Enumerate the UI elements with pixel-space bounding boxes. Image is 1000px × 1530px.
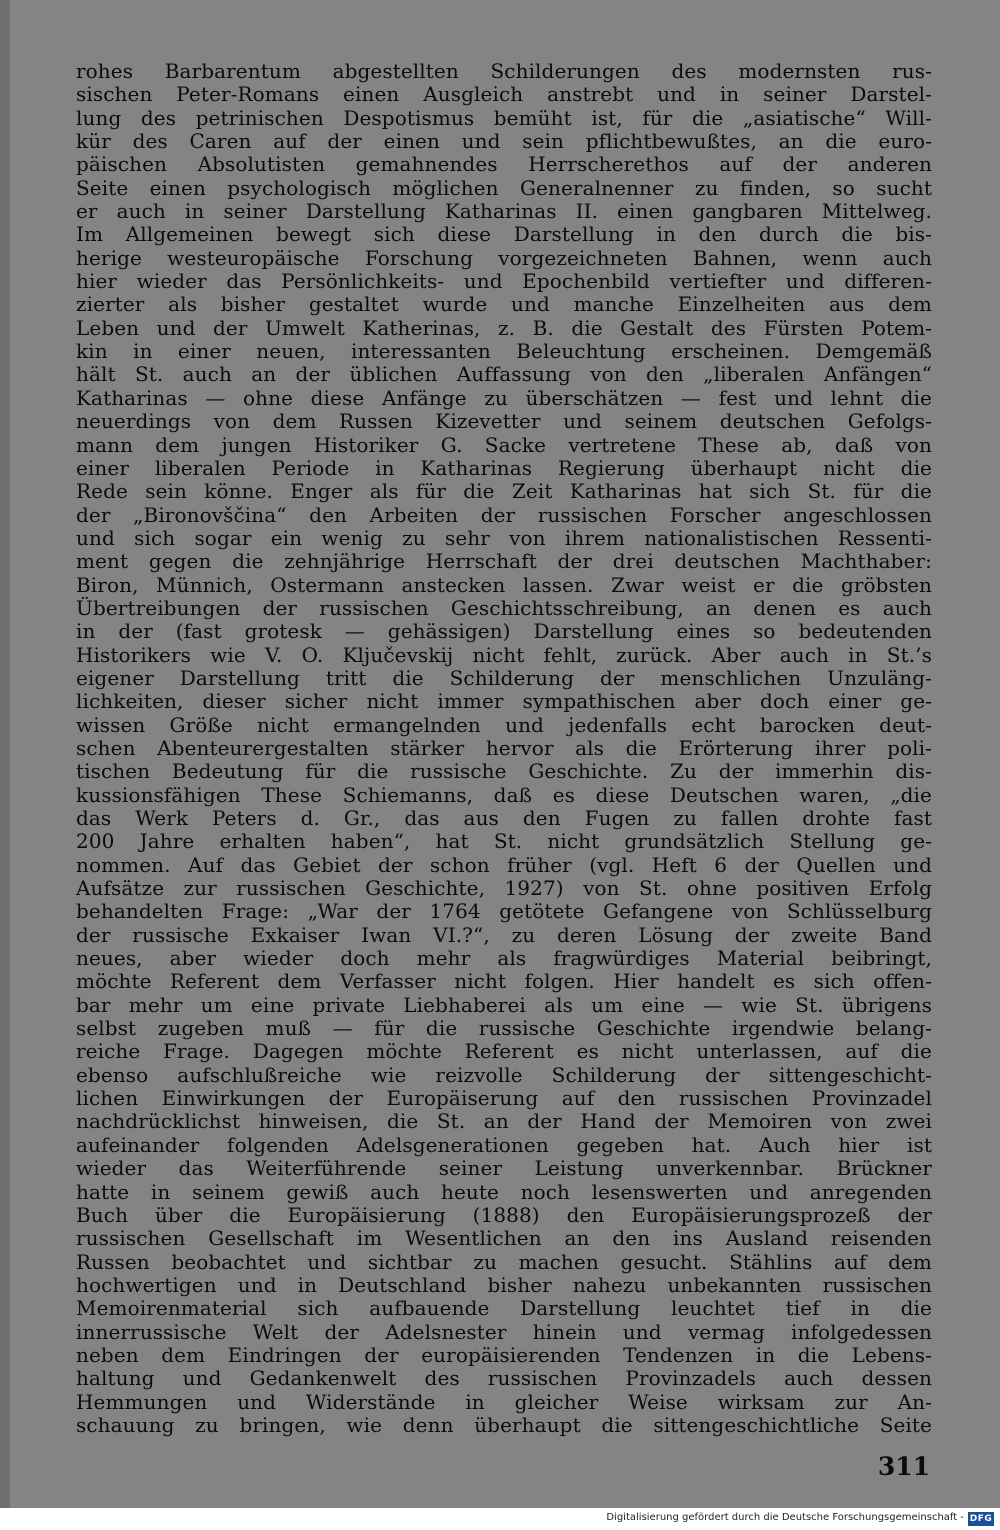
text-line: kin in einer neuen, interessanten Beleuchtung erscheinen. Demgemäß <box>76 339 932 364</box>
text-line: neues, aber wieder doch mehr als fragwürdiges Material beibringt, <box>76 946 932 971</box>
text-line: der „Bironovščina“ den Arbeiten der russischen Forscher angeschlossen <box>76 502 932 527</box>
text-line: sischen Peter-Romans einen Ausgleich anstrebt und in seiner Darstel- <box>76 82 932 107</box>
text-line: er auch in seiner Darstellung Katharinas II. einen gangbaren Mittelweg. <box>76 199 932 224</box>
text-line: innerrussische Welt der Adelsnester hinein und vermag infolgedessen <box>76 1319 932 1344</box>
text-line: rohes Barbarentum abgestellten Schilderungen des modernsten rus- <box>76 59 932 83</box>
scan-edge-shadow <box>0 0 10 1508</box>
text-line: und sich sogar ein wenig zu sehr von ihrem nationalistischen Ressenti- <box>76 525 932 550</box>
text-line: kür des Caren auf der einen und sein pflichtbewußtes, an die euro- <box>76 129 932 154</box>
text-line: lung des petrinischen Despotismus bemüht ist, für die „asiatische“ Will- <box>76 105 932 130</box>
text-line: Aufsätze zur russischen Geschichte, 1927) von St. ohne positiven Erfolg <box>76 876 932 901</box>
text-line: Rede sein könne. Enger als für die Zeit Katharinas hat sich St. für die <box>76 479 932 504</box>
text-line: haltung und Gedankenwelt des russischen Provinzadels auch dessen <box>76 1366 932 1391</box>
body-text <box>76 60 932 1437</box>
text-line: hochwertigen und in Deutschland bisher nahezu unbekannten russischen <box>76 1272 932 1297</box>
text-line: nachdrücklichst hinweisen, die St. an der Hand der Memoiren von zwei <box>76 1109 932 1134</box>
text-line: schauung zu bringen, wie denn überhaupt die sittengeschichtliche Seite <box>76 1412 932 1437</box>
text-line: zierter als bisher gestaltet wurde und manche Einzelheiten aus dem <box>76 292 932 317</box>
text-line: hatte in seinem gewiß auch heute noch lesenswerten und anregenden <box>76 1179 932 1204</box>
text-line: Im Allgemeinen bewegt sich diese Darstellung in den durch die bis- <box>76 222 932 247</box>
text-line: neuerdings von dem Russen Kizevetter und seinem deutschen Gefolgs- <box>76 409 932 434</box>
text-line: möchte Referent dem Verfasser nicht folgen. Hier handelt es sich offen- <box>76 969 932 994</box>
text-line: aufeinander folgenden Adelsgenerationen gegeben hat. Auch hier ist <box>76 1132 932 1157</box>
text-line: behandelten Frage: „War der 1764 getötete Gefangene von Schlüsselburg <box>76 899 932 924</box>
text-line: das Werk Peters d. Gr., das aus den Fugen zu fallen drohte fast <box>76 806 932 830</box>
text-line: Historikers wie V. O. Ključevskij nicht fehlt, zurück. Aber auch in St.’s <box>76 642 932 667</box>
text-line: lichen Einwirkungen der Europäiserung auf den russischen Provinzadel <box>76 1086 932 1111</box>
page-number: 311 <box>877 1452 930 1481</box>
text-line: tischen Bedeutung für die russische Geschichte. Zu der immerhin dis- <box>76 759 932 784</box>
text-line: Memoirenmaterial sich aufbauende Darstellung leuchtet tief in die <box>76 1296 932 1321</box>
dfg-logo-icon: DFG <box>969 1514 993 1524</box>
text-line: bar mehr um eine private Liebhaberei als um eine — wie St. übrigens <box>76 992 932 1017</box>
text-line: Russen beobachtet und sichtbar zu machen gesucht. Stählins auf dem <box>76 1249 932 1274</box>
text-line: hält St. auch an der üblichen Auffassung von den „liberalen Anfängen“ <box>76 362 932 387</box>
digitization-credit: Digitalisierung gefördert durch die Deutsche Forschungsgemeinschaft - <box>606 1512 964 1523</box>
text-line: wissen Größe nicht ermangelnden und jedenfalls echt barocken deut- <box>76 712 932 737</box>
text-line: selbst zugeben muß — für die russische Geschichte irgendwie belang- <box>76 1016 932 1041</box>
text-line: der russische Exkaiser Iwan VI.?“, zu deren Lösung der zweite Band <box>76 922 932 947</box>
footer-bar <box>0 1508 1000 1530</box>
text-line: einer liberalen Periode in Katharinas Regierung überhaupt nicht die <box>76 455 932 480</box>
text-line: in der (fast grotesk — gehässigen) Darstellung eines so bedeutenden <box>76 619 932 644</box>
text-line: päischen Absolutisten gemahnendes Herrscherethos auf der anderen <box>76 152 932 177</box>
text-line: nommen. Auf das Gebiet der schon früher (vgl. Heft 6 der Quellen und <box>76 852 932 877</box>
text-line: Buch über die Europäisierung (1888) den Europäisierungsprozeß der <box>76 1202 932 1227</box>
text-line: eigener Darstellung tritt die Schilderung der menschlichen Unzuläng- <box>76 665 932 690</box>
text-line: kussionsfähigen These Schiemanns, daß es diese Deutschen waren, „die <box>76 782 932 807</box>
text-line: neben dem Eindringen der europäisierenden Tendenzen in die Lebens- <box>76 1342 932 1367</box>
text-line: russischen Gesellschaft im Wesentlichen an den ins Ausland reisenden <box>76 1226 932 1251</box>
text-line: mann dem jungen Historiker G. Sacke vertretene These ab, daß von <box>76 432 932 457</box>
text-line: ment gegen die zehnjährige Herrschaft der drei deutschen Machthaber: <box>76 549 932 574</box>
text-line: Leben und der Umwelt Katherinas, z. B. die Gestalt des Fürsten Potem- <box>76 315 932 340</box>
text-line: herige westeuropäische Forschung vorgezeichneten Bahnen, wenn auch <box>76 245 932 270</box>
text-line: Übertreibungen der russischen Geschichtsschreibung, an denen es auch <box>76 595 932 620</box>
text-line: 200 Jahre erhalten haben“, hat St. nicht grundsätzlich Stellung ge- <box>76 829 932 854</box>
text-line: ebenso aufschlußreiche wie reizvolle Schilderung der sittengeschicht- <box>76 1062 932 1087</box>
text-line: wieder das Weiterführende seiner Leistung unverkennbar. Brückner <box>76 1156 932 1181</box>
text-line: reiche Frage. Dagegen möchte Referent es nicht unterlassen, auf die <box>76 1039 932 1064</box>
text-line: hier wieder das Persönlichkeits- und Epochenbild vertiefter und differen- <box>76 269 932 294</box>
text-line: Hemmungen und Widerstände in gleicher Weise wirksam zur An- <box>76 1389 932 1414</box>
text-line: lichkeiten, dieser sicher nicht immer sympathischen aber doch einer ge- <box>76 689 932 714</box>
text-line: Biron, Münnich, Ostermann anstecken lassen. Zwar weist er die gröbsten <box>76 572 932 597</box>
text-line: schen Abenteurergestalten stärker hervor als die Erörterung ihrer poli- <box>76 735 932 760</box>
text-line: Katharinas — ohne diese Anfänge zu überschätzen — fest und lehnt die <box>76 385 932 410</box>
text-line: Seite einen psychologisch möglichen Generalnenner zu finden, so sucht <box>76 175 932 200</box>
